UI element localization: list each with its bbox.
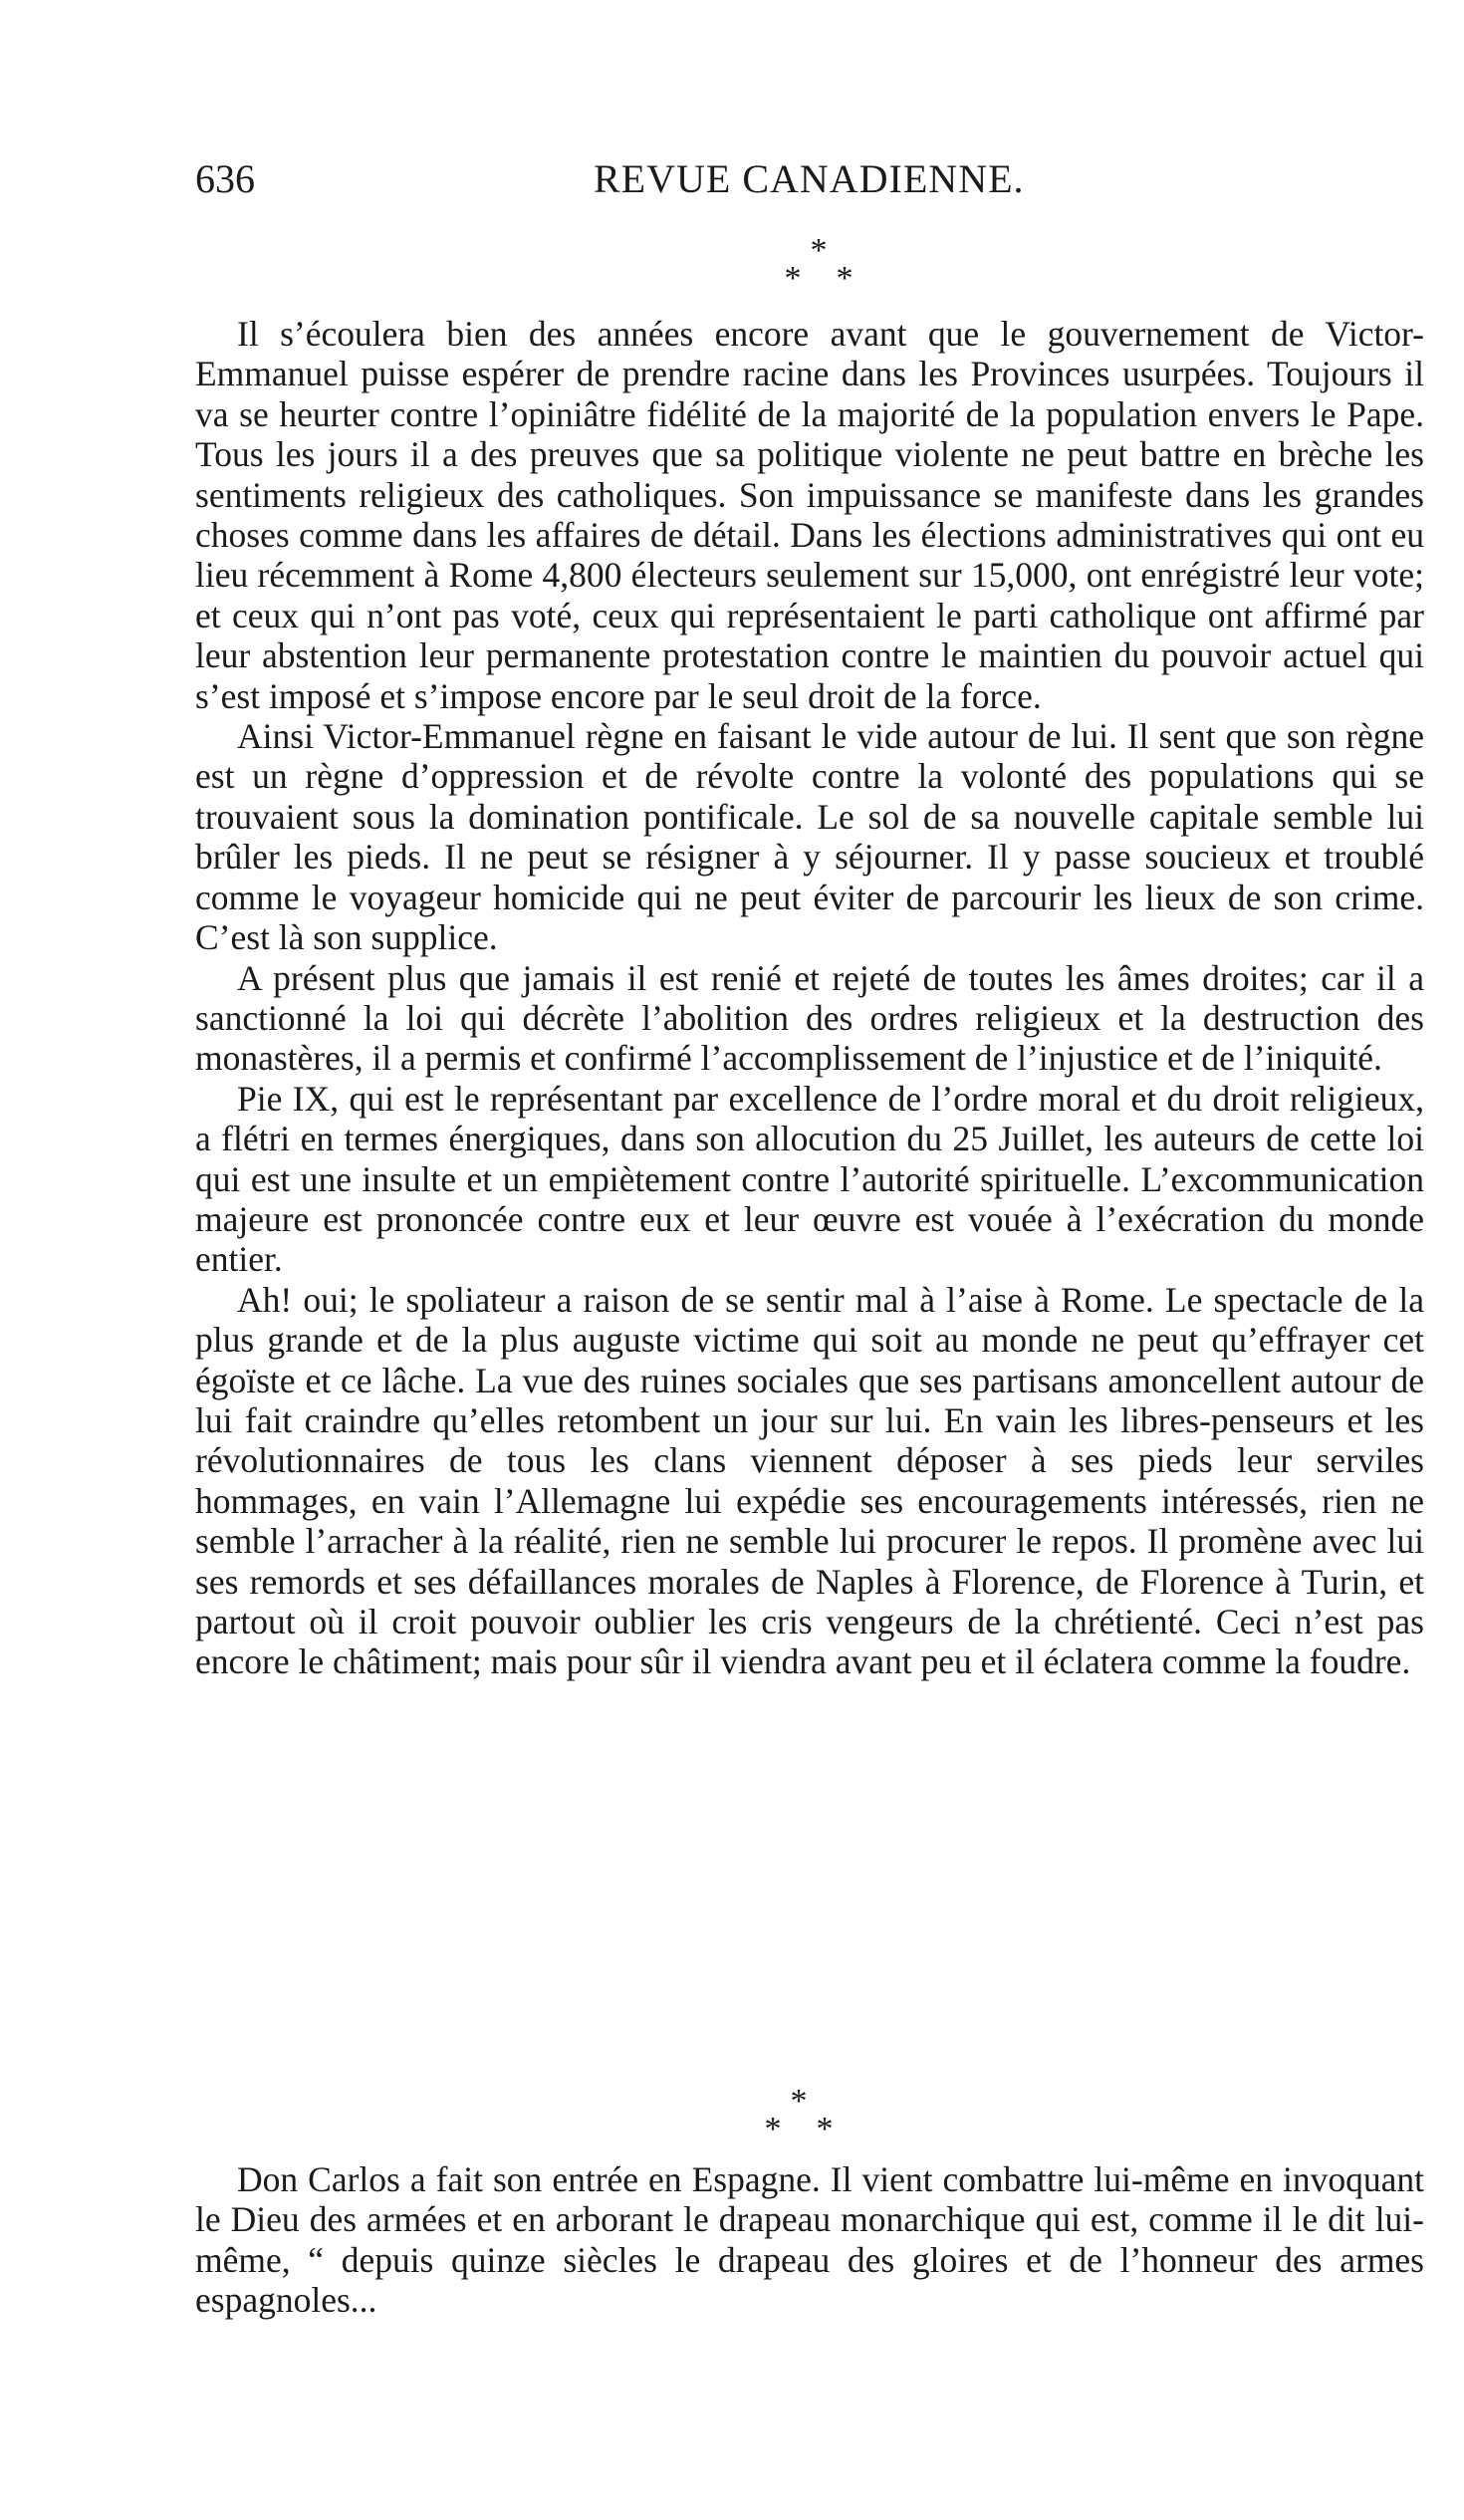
running-title: REVUE CANADIENNE. xyxy=(594,156,1025,201)
svg-text:*: * xyxy=(764,2111,782,2147)
page-number: 636 xyxy=(195,156,255,201)
paragraph: Il s’écoulera bien des années encore avant que le gouvernement de Victor-Emmanuel puisse espérer de prendre racine dans les Provinces usurpées. Toujours il va se heurter contre l’opiniâtre fidélité de la majorité de la population envers le Pape. Tous les jours il a des preuves que sa politique violente ne peut battre en brèche les sentiments religieux des catholiques. Son impuissance se manifeste dans les grandes choses comme dans les affaires de détail. Dans les élections administratives qui ont eu lieu récemment à Rome 4,800 électeurs seulement sur 15,000, ont enrégistré leur vote; et ceux qui n’ont pas voté, ceux qui représentaient le parti catholique ont affirmé par leur abstention leur permanente protestation contre le maintien du pouvoir actuel qui s’est imposé et s’impose encore par le seul droit de la force. xyxy=(195,314,1424,716)
section-separator-asterism xyxy=(739,2090,858,2149)
section-separator-asterism xyxy=(759,239,878,299)
svg-text:*: * xyxy=(810,239,828,269)
paragraph: Ah! oui; le spoliateur a raison de se sentir mal à l’aise à Rome. Le spectacle de la plus grande et de la plus auguste victime qui soit au monde ne peut qu’effrayer cet égoïste et ce lâche. La vue des ruines sociales que ses partisans amoncellent autour de lui fait craindre qu’elles retombent un jour sur lui. En vain les libres-penseurs et les révolutionnaires de tous les clans viennent déposer à ses pieds leur serviles hommages, en vain l’Allemagne lui expédie ses encouragements intéressés, rien ne semble l’arracher à la réalité, rien ne semble lui procurer le repos. Il promène avec lui ses remords et ses défaillances morales de Naples à Florence, de Florence à Turin, et partout où il croit pouvoir oublier les cris vengeurs de la chrétienté. Ceci n’est pas encore le châtiment; mais pour sûr il viendra avant peu et il éclatera comme la foudre. xyxy=(195,1279,1424,1682)
paragraph: A présent plus que jamais il est renié et rejeté de toutes les âmes droites; car il a sanctionné la loi qui décrète l’abolition des ordres religieux et la destruction des monastères, il a permis et confirmé l’accomplissement de l’injustice et de l’iniquité. xyxy=(195,957,1424,1079)
article-section-1 xyxy=(195,314,1424,1682)
svg-text:*: * xyxy=(784,260,802,297)
svg-text:*: * xyxy=(816,2111,834,2147)
paragraph: Don Carlos a fait son entrée en Espagne. Il vient combattre lui-même en invoquant le Dieu des armées et en arborant le drapeau monarchique qui est, comme il le dit lui-même, “ depuis quinze siècles le drapeau des gloires et de l’honneur des armes espagnoles... xyxy=(195,2159,1424,2321)
article-section-2 xyxy=(195,2159,1424,2321)
svg-text:*: * xyxy=(836,260,854,297)
paragraph: Ainsi Victor-Emmanuel règne en faisant le vide autour de lui. Il sent que son règne est un règne d’oppression et de révolte contre la volonté des populations qui se trouvaient sous la domination pontificale. Le sol de sa nouvelle capitale semble lui brûler les pieds. Il ne peut se résigner à y séjourner. Il y passe soucieux et troublé comme le voyageur homicide qui ne peut éviter de parcourir les lieux de son crime. C’est là son supplice. xyxy=(195,716,1424,958)
svg-text:*: * xyxy=(790,2090,808,2120)
paragraph: Pie IX, qui est le représentant par excellence de l’ordre moral et du droit religieux, a flétri en termes énergiques, dans son allocution du 25 Juillet, les auteurs de cette loi qui est une insulte et un empiètement contre l’autorité spirituelle. L’excommunication majeure est prononcée contre eux et leur œuvre est vouée à l’exécration du monde entier. xyxy=(195,1078,1424,1280)
asterism-icon xyxy=(739,2090,858,2149)
asterism-icon xyxy=(759,239,878,299)
page-header xyxy=(195,149,1420,209)
